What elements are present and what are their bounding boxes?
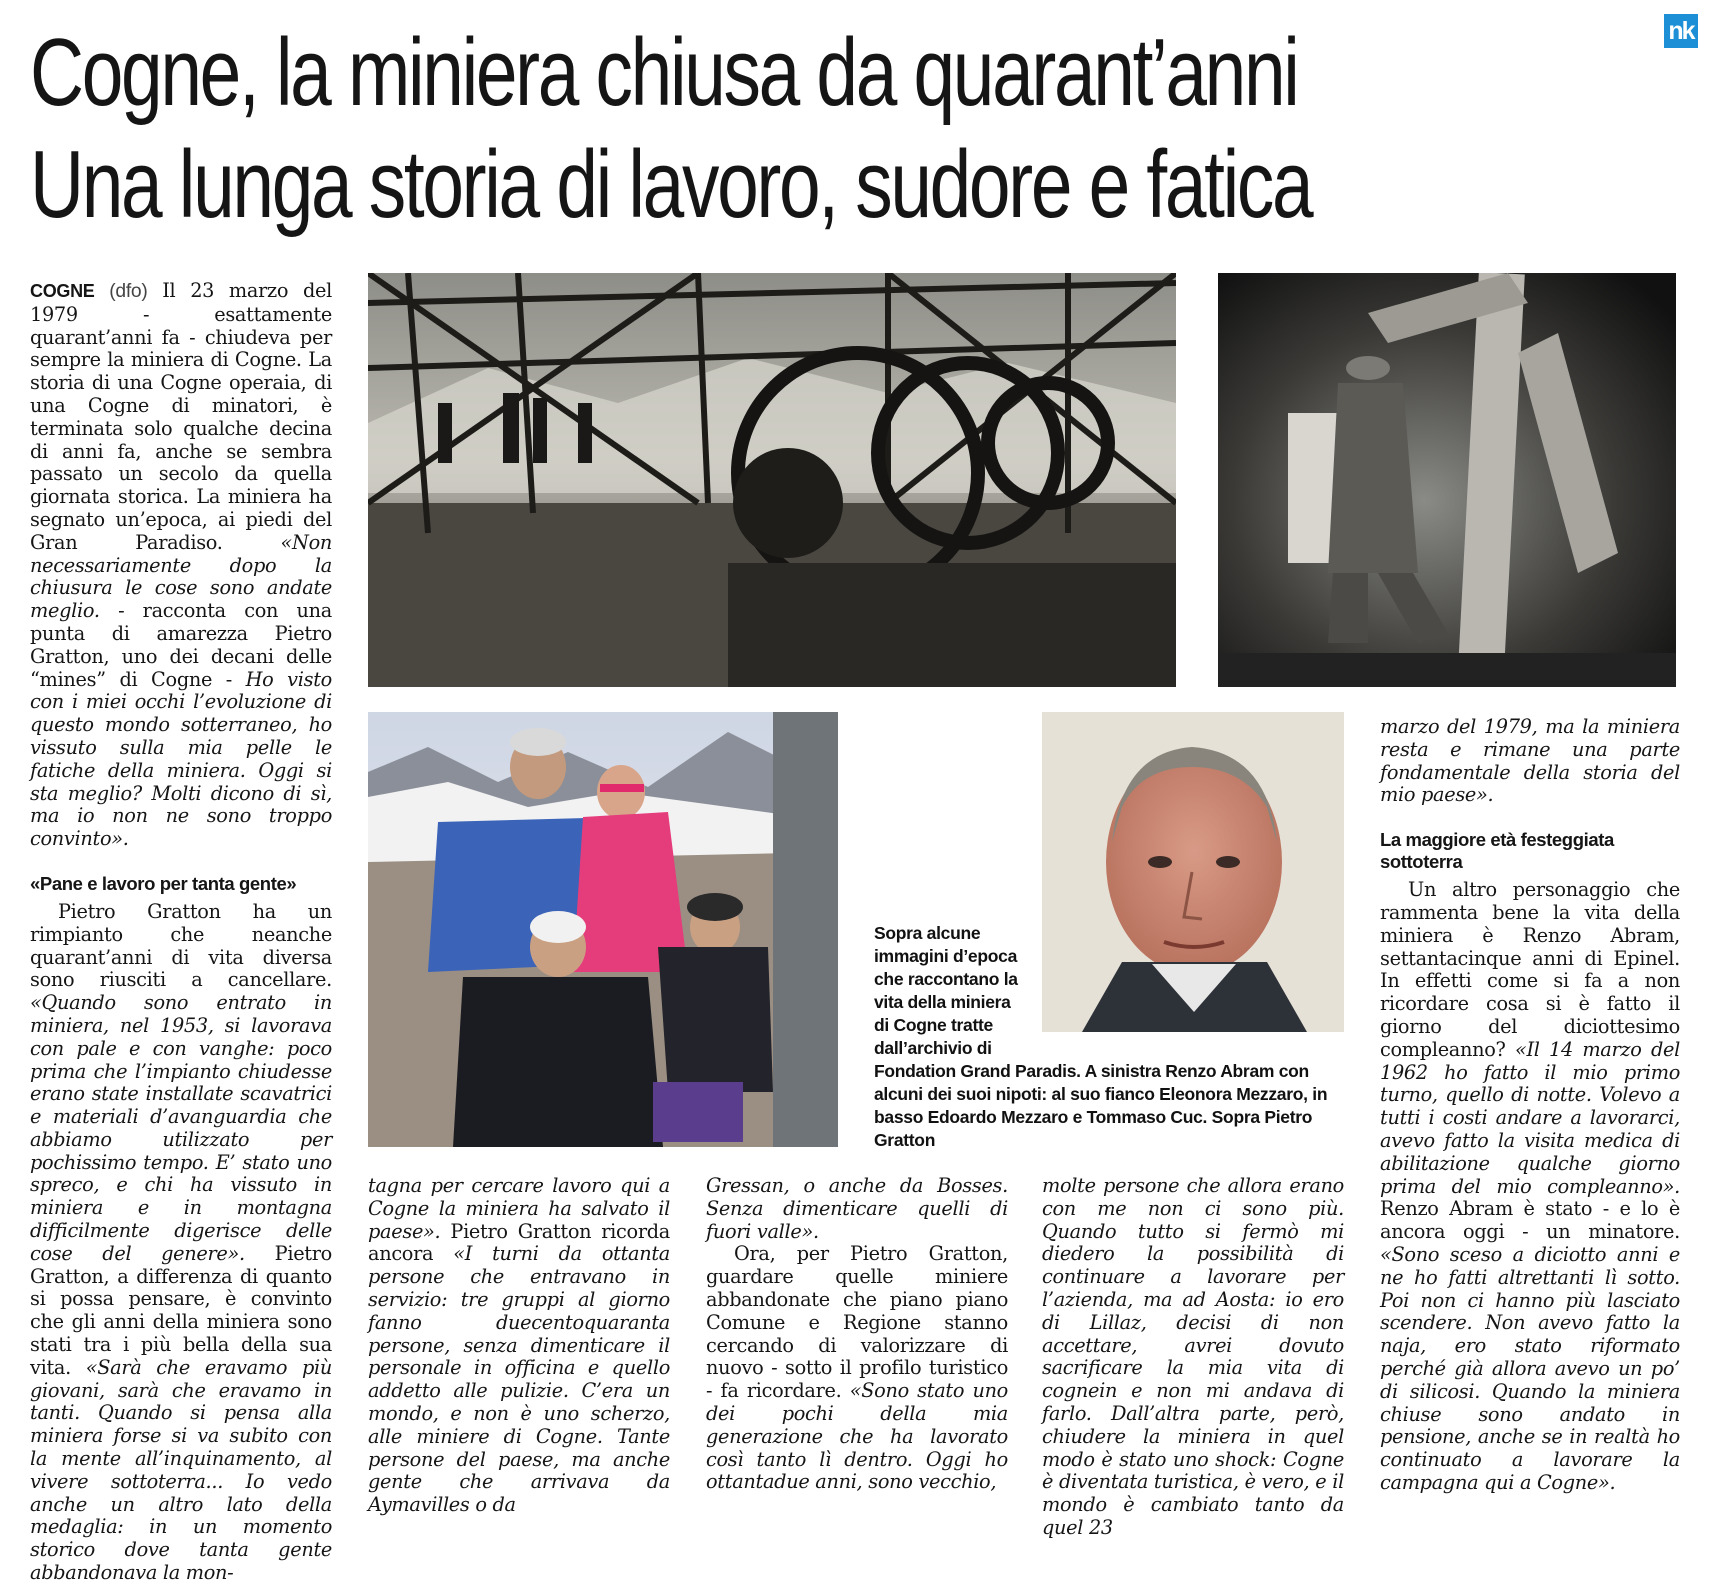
intro-text: Il 23 marzo del 1979 - esattamente quarant’anni fa - chiudeva per sempre la miniera di Cogne. La storia di una Cogne operaia, di una Cogne di minatori, è terminata solo qualche decina di anni fa, anche se sembra passato un secolo da quella giornata storica. La miniera ha segnato un’epoca, ai piedi del Gran Paradiso. <box>30 279 332 554</box>
newspaper-logo: nk <box>1664 14 1698 48</box>
photo-mine-machinery <box>368 273 1176 687</box>
quote-text: Gressan, o anche da Bosses. Senza dimenticare quelli di fuori valle». <box>706 1174 1008 1243</box>
quote-text: molte persone che allora erano con me non ci sono più. Quando tutto si fermò mi diedero la possibilità di continuare a lavorare per l’azienda, ma ad Aosta: io ero di Lillaz, decisi di non accettare, avrei dovuto sacrificare la mia vita di cognein e non mi andava di farlo. Dall’altra parte, però, chiudere la miniera in quel modo è stato uno shock: Cogne è diventata turistica, è vero, e il mondo è cambiato tanto da quel 23 <box>1042 1174 1344 1539</box>
headline-line-2: Una lunga storia di lavoro, sudore e fatica <box>30 131 1312 238</box>
article-column-1 <box>30 280 332 1585</box>
article-column-4 <box>1042 1175 1344 1540</box>
photo-caption: Sopra alcune immagini d’epoca che raccontano la vita della miniera di Cogne tratte dall’archivio di <box>874 923 1018 1058</box>
quote-text: «Il 14 marzo del 1962 ho fatto il mio primo turno, quello di notte. Volevo a tutti i costi andare a lavorarci, avevo fatto la visita medica di abilitazione qualche giorno prima del mio compleanno». <box>1380 1037 1680 1198</box>
body-text: Renzo Abram è stato - e lo è ancora oggi - un minatore. <box>1380 1197 1680 1244</box>
body-text: Pietro Gratton ha un rimpianto che neanche quarant’anni di vita diversa sono riusciti a cancellare. <box>30 899 332 992</box>
photo-caption-continued: Fondation Grand Paradis. A sinistra Renzo Abram con alcuni dei suoi nipoti: al suo fianco Eleonora Mezzaro, in basso Edoardo Mezzaro e Tommaso Cuc. Sopra Pietro Gratton <box>874 1061 1328 1150</box>
quote-text: «Quando sono entrato in miniera, nel 1953, si lavorava con pale e con vanghe: poco prima che l’impianto chiudesse erano state installate scavatrici e materiali d’avanguardia che abbiamo utilizzato per pochissimo tempo. E’ stato uno spreco, e chi ha vissuto in miniera e in montagna difficilmente digerisce delle cose del genere». <box>30 991 332 1265</box>
quote-text: «Sono sceso a diciotto anni e ne ho fatti altrettanti lì sotto. Poi non ci hanno più lasciato scendere. Non avevo fatto la naja, ero stato riformato perché già allora avevo un po’ di silicosi. Quando la miniera chiuse sono andato in pensione, anche se in realtà ho continuato a lavorare la campagna qui a Cogne». <box>1380 1242 1680 1494</box>
subhead-pane-e-lavoro: «Pane e lavoro per tanta gente» <box>30 872 297 894</box>
quote-text: marzo del 1979, ma la miniera resta e rimane una parte fondamentale della storia del mio paese». <box>1380 715 1680 807</box>
article-column-5 <box>1380 716 1680 1495</box>
dateline: COGNE <box>30 281 95 301</box>
quote-text: «I turni da ottanta persone che entravano in servizio: tre gruppi al giorno fanno duecentoquaranta persone, senza dimenticare il personale in officina e quello addetto alle pulizie. C’era un mondo, e non è uno scherzo, alle miniere di Cogne. Tante persone del paese, ma anche gente che arrivava da Aymavilles o da <box>368 1242 670 1517</box>
subhead-maggiore-eta: La maggiore età festeggiata sottoterra <box>1380 829 1614 873</box>
body-text: Pietro Gratton, a differenza di quanto si possa pensare, è convinto che gli anni della miniera sono stati tra i più bella della sua vita. <box>30 1241 332 1379</box>
photo-renzo-abram-family <box>368 712 838 1147</box>
quote-text: tagna per cercare lavoro qui a Cogne la miniera ha salvato il paese». <box>368 1174 670 1243</box>
photo-miner-tunnel <box>1218 273 1676 687</box>
quote-text: «Non necessariamente dopo la chiusura le cose sono andate meglio. <box>30 530 332 623</box>
quote-text: «Sono stato uno dei pochi della mia generazione che ha lavorato così tanto lì dentro. Oggi ho ottantadue anni, sono vecchio, <box>706 1379 1008 1494</box>
quote-text: Ho visto con i miei occhi l’evoluzione di questo mondo sotterraneo, ho vissuto sulla mia pelle le fatiche della miniera. Oggi si sta meglio? Molti dicono di sì, ma io non ne sono troppo convinto». <box>30 667 332 851</box>
body-text: Pietro Gratton ricorda ancora <box>368 1219 670 1266</box>
body-text: - racconta con una punta di amarezza Pietro Gratton, uno dei decani delle “mines” di Cogne - <box>30 599 332 691</box>
photo-pietro-gratton <box>1042 712 1344 1032</box>
quote-text: «Sarà che eravamo più giovani, sarà che eravamo in tanti. Quando si pensa alla miniera forse si va subito con la mente all’inquinamento, al vivere sottoterra... Io vedo anche un altro lato della medaglia: in un momento storico dove tanta gente abbandonava la mon- <box>30 1355 332 1585</box>
byline: (dfo) <box>109 281 148 302</box>
article-column-3 <box>706 1175 1008 1494</box>
body-text: Ora, per Pietro Gratton, guardare quelle miniere abbandonate che piano piano Comune e Regione stanno cercando di valorizzare di nuovo - sotto il profilo turistico - fa ricordare. <box>706 1242 1008 1403</box>
article-column-2 <box>368 1175 670 1517</box>
headline-line-1: Cogne, la miniera chiusa da quarant’anni <box>30 19 1298 126</box>
body-text: Un altro personaggio che rammenta bene la vita della miniera è Renzo Abram, settantacinque anni di Epinel. In effetti come si fa a non ricordare cosa si è fatto il giorno del diciottesimo compleanno? <box>1380 878 1680 1061</box>
